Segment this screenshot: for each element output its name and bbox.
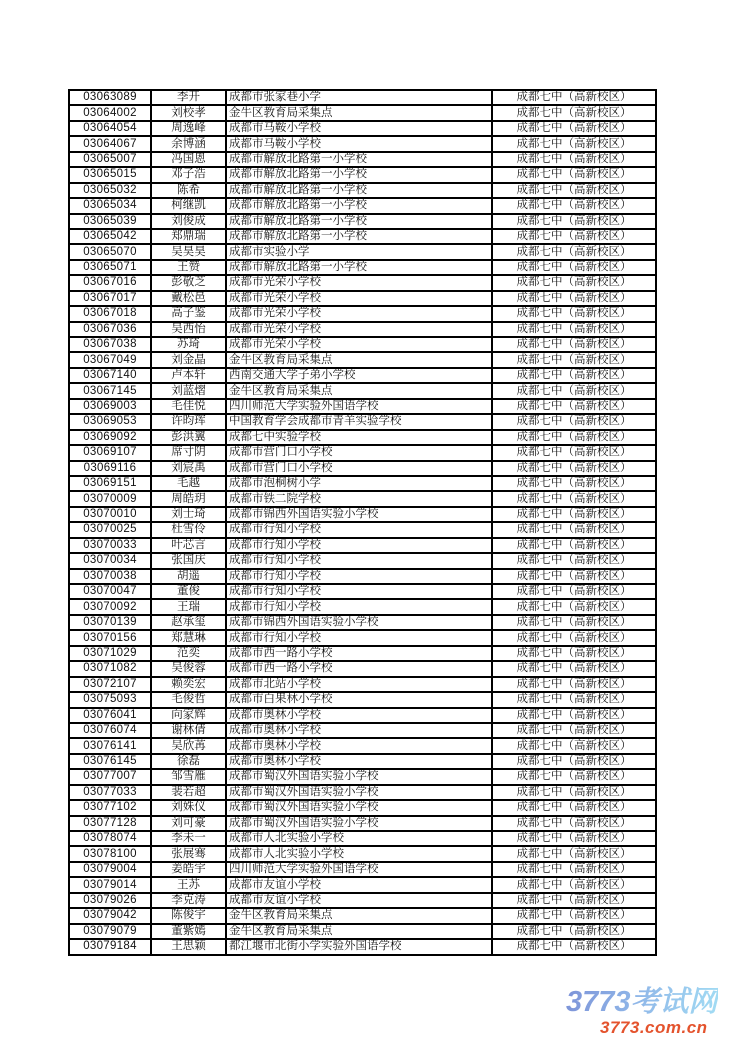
student-name-cell: 裴若超 <box>151 785 226 800</box>
table-row <box>69 476 656 491</box>
table-row <box>69 90 656 105</box>
exam-id-cell: 03070038 <box>69 569 151 584</box>
admitted-school-cell: 成都七中（高新校区） <box>492 553 656 568</box>
exam-id-cell: 03065070 <box>69 244 151 259</box>
admitted-school-cell: 成都七中（高新校区） <box>492 105 656 120</box>
student-name-cell: 郑慧琳 <box>151 630 226 645</box>
admitted-school-cell: 成都七中（高新校区） <box>492 816 656 831</box>
source-school-cell: 四川师范大学实验外国语学校 <box>226 862 492 877</box>
exam-id-cell: 03065007 <box>69 152 151 167</box>
source-school-cell: 都江堰市北街小学实验外国语学校 <box>226 939 492 954</box>
table-row <box>69 553 656 568</box>
table-row <box>69 291 656 306</box>
exam-id-cell: 03079042 <box>69 908 151 923</box>
table-row <box>69 723 656 738</box>
student-name-cell: 高子鉴 <box>151 306 226 321</box>
source-school-cell: 成都市解放北路第一小学校 <box>226 183 492 198</box>
table-row <box>69 831 656 846</box>
watermark-site-name: 3773考试网 <box>566 986 718 1018</box>
source-school-cell: 成都市行知小学校 <box>226 584 492 599</box>
exam-id-cell: 03079004 <box>69 862 151 877</box>
exam-id-cell: 03076141 <box>69 738 151 753</box>
admitted-school-cell: 成都七中（高新校区） <box>492 136 656 151</box>
student-name-cell: 李开 <box>151 90 226 105</box>
exam-id-cell: 03077033 <box>69 785 151 800</box>
student-name-cell: 许昀珲 <box>151 414 226 429</box>
source-school-cell: 成都市友谊小学校 <box>226 893 492 908</box>
source-school-cell: 中国教育学会成都市青羊实验学校 <box>226 414 492 429</box>
student-name-cell: 吴昊昊 <box>151 244 226 259</box>
admitted-school-cell: 成都七中（高新校区） <box>492 599 656 614</box>
admitted-school-cell: 成都七中（高新校区） <box>492 461 656 476</box>
student-name-cell: 刘俊成 <box>151 214 226 229</box>
source-school-cell: 成都市人北实验小学校 <box>226 846 492 861</box>
table-row <box>69 800 656 815</box>
student-name-cell: 谢林倩 <box>151 723 226 738</box>
source-school-cell: 成都市奥林小学校 <box>226 708 492 723</box>
table-row <box>69 785 656 800</box>
student-name-cell: 毛俊哲 <box>151 692 226 707</box>
admitted-school-cell: 成都七中（高新校区） <box>492 244 656 259</box>
admitted-school-cell: 成都七中（高新校区） <box>492 399 656 414</box>
exam-id-cell: 03064067 <box>69 136 151 151</box>
student-name-cell: 毛佳悦 <box>151 399 226 414</box>
table-row <box>69 615 656 630</box>
student-name-cell: 刘士琦 <box>151 507 226 522</box>
exam-id-cell: 03067038 <box>69 337 151 352</box>
student-name-cell: 刘蓝熠 <box>151 383 226 398</box>
admitted-school-cell: 成都七中（高新校区） <box>492 229 656 244</box>
student-name-cell: 刘校孝 <box>151 105 226 120</box>
table-row <box>69 569 656 584</box>
admitted-school-cell: 成都七中（高新校区） <box>492 337 656 352</box>
exam-id-cell: 03067049 <box>69 352 151 367</box>
table-row <box>69 306 656 321</box>
student-name-cell: 姜皓宇 <box>151 862 226 877</box>
source-school-cell: 成都市解放北路第一小学校 <box>226 152 492 167</box>
source-school-cell: 成都市西一路小学校 <box>226 646 492 661</box>
source-school-cell: 成都市光荣小学校 <box>226 322 492 337</box>
student-name-cell: 柯继凯 <box>151 198 226 213</box>
exam-id-cell: 03065039 <box>69 214 151 229</box>
source-school-cell: 金牛区教育局采集点 <box>226 383 492 398</box>
table-row <box>69 368 656 383</box>
admitted-school-cell: 成都七中（高新校区） <box>492 646 656 661</box>
exam-id-cell: 03070156 <box>69 630 151 645</box>
table-row <box>69 692 656 707</box>
table-row <box>69 677 656 692</box>
exam-id-cell: 03070010 <box>69 507 151 522</box>
exam-id-cell: 03065032 <box>69 183 151 198</box>
admitted-school-cell: 成都七中（高新校区） <box>492 615 656 630</box>
source-school-cell: 金牛区教育局采集点 <box>226 352 492 367</box>
source-school-cell: 成都市行知小学校 <box>226 538 492 553</box>
table-row <box>69 244 656 259</box>
source-school-cell: 成都市解放北路第一小学校 <box>226 260 492 275</box>
student-name-cell: 董紫嫣 <box>151 924 226 939</box>
table-row <box>69 383 656 398</box>
source-school-cell: 成都市营门口小学校 <box>226 461 492 476</box>
student-name-cell: 周逸峰 <box>151 121 226 136</box>
source-school-cell: 四川师范大学实验外国语学校 <box>226 399 492 414</box>
student-name-cell: 刘金晶 <box>151 352 226 367</box>
table-row <box>69 430 656 445</box>
exam-id-cell: 03070047 <box>69 584 151 599</box>
source-school-cell: 成都市蜀汉外国语实验小学校 <box>226 769 492 784</box>
student-name-cell: 张展骞 <box>151 846 226 861</box>
source-school-cell: 成都市北站小学校 <box>226 677 492 692</box>
source-school-cell: 成都市光荣小学校 <box>226 306 492 321</box>
admitted-school-cell: 成都七中（高新校区） <box>492 522 656 537</box>
student-name-cell: 邓子浩 <box>151 167 226 182</box>
student-name-cell: 王苏 <box>151 877 226 892</box>
table-row <box>69 352 656 367</box>
exam-id-cell: 03064054 <box>69 121 151 136</box>
table-row <box>69 924 656 939</box>
source-school-cell: 金牛区教育局采集点 <box>226 105 492 120</box>
admitted-school-cell: 成都七中（高新校区） <box>492 738 656 753</box>
student-name-cell: 吴西怡 <box>151 322 226 337</box>
exam-id-cell: 03067140 <box>69 368 151 383</box>
source-school-cell: 成都市铁二院学校 <box>226 491 492 506</box>
exam-id-cell: 03069092 <box>69 430 151 445</box>
source-school-cell: 成都市行知小学校 <box>226 630 492 645</box>
source-school-cell: 成都市友谊小学校 <box>226 877 492 892</box>
table-row <box>69 121 656 136</box>
exam-id-cell: 03079184 <box>69 939 151 954</box>
admitted-school-cell: 成都七中（高新校区） <box>492 198 656 213</box>
exam-id-cell: 03067017 <box>69 291 151 306</box>
student-name-cell: 王思颖 <box>151 939 226 954</box>
admitted-school-cell: 成都七中（高新校区） <box>492 862 656 877</box>
source-school-cell: 成都市锦西外国语实验小学校 <box>226 507 492 522</box>
table-row <box>69 152 656 167</box>
admitted-school-cell: 成都七中（高新校区） <box>492 661 656 676</box>
table-row <box>69 461 656 476</box>
student-name-cell: 叶芯言 <box>151 538 226 553</box>
source-school-cell: 成都市光荣小学校 <box>226 275 492 290</box>
table-row <box>69 507 656 522</box>
source-school-cell: 成都市奥林小学校 <box>226 754 492 769</box>
exam-id-cell: 03064002 <box>69 105 151 120</box>
exam-id-cell: 03079026 <box>69 893 151 908</box>
exam-id-cell: 03076145 <box>69 754 151 769</box>
source-school-cell: 成都市蜀汉外国语实验小学校 <box>226 816 492 831</box>
exam-id-cell: 03076041 <box>69 708 151 723</box>
student-name-cell: 卢本轩 <box>151 368 226 383</box>
exam-id-cell: 03063089 <box>69 90 151 105</box>
exam-id-cell: 03078100 <box>69 846 151 861</box>
admitted-school-cell: 成都七中（高新校区） <box>492 183 656 198</box>
admitted-school-cell: 成都七中（高新校区） <box>492 90 656 105</box>
admitted-school-cell: 成都七中（高新校区） <box>492 569 656 584</box>
table-row <box>69 862 656 877</box>
table-row <box>69 491 656 506</box>
source-school-cell: 成都市行知小学校 <box>226 522 492 537</box>
source-school-cell: 成都市光荣小学校 <box>226 337 492 352</box>
source-school-cell: 成都市蜀汉外国语实验小学校 <box>226 785 492 800</box>
student-name-cell: 冯国恩 <box>151 152 226 167</box>
admitted-school-cell: 成都七中（高新校区） <box>492 430 656 445</box>
exam-id-cell: 03075093 <box>69 692 151 707</box>
table-row <box>69 445 656 460</box>
table-row <box>69 399 656 414</box>
student-name-cell: 徐磊 <box>151 754 226 769</box>
source-school-cell: 成都市行知小学校 <box>226 569 492 584</box>
admission-list-table <box>68 89 657 956</box>
table-row <box>69 584 656 599</box>
exam-id-cell: 03070009 <box>69 491 151 506</box>
source-school-cell: 成都市营门口小学校 <box>226 445 492 460</box>
exam-id-cell: 03067018 <box>69 306 151 321</box>
exam-id-cell: 03071029 <box>69 646 151 661</box>
student-name-cell: 刘可豪 <box>151 816 226 831</box>
table-row <box>69 136 656 151</box>
exam-id-cell: 03065034 <box>69 198 151 213</box>
source-school-cell: 成都市张家巷小学 <box>226 90 492 105</box>
exam-id-cell: 03069116 <box>69 461 151 476</box>
admitted-school-cell: 成都七中（高新校区） <box>492 877 656 892</box>
student-name-cell: 邹雪雁 <box>151 769 226 784</box>
source-school-cell: 金牛区教育局采集点 <box>226 924 492 939</box>
admitted-school-cell: 成都七中（高新校区） <box>492 507 656 522</box>
admitted-school-cell: 成都七中（高新校区） <box>492 769 656 784</box>
source-school-cell: 成都市蜀汉外国语实验小学校 <box>226 800 492 815</box>
student-name-cell: 杜雪伶 <box>151 522 226 537</box>
table-row <box>69 630 656 645</box>
source-school-cell: 成都市解放北路第一小学校 <box>226 214 492 229</box>
table-row <box>69 939 656 954</box>
exam-id-cell: 03069053 <box>69 414 151 429</box>
student-name-cell: 席寸阴 <box>151 445 226 460</box>
exam-id-cell: 03078074 <box>69 831 151 846</box>
exam-id-cell: 03079014 <box>69 877 151 892</box>
source-school-cell: 成都市人北实验小学校 <box>226 831 492 846</box>
exam-id-cell: 03069003 <box>69 399 151 414</box>
exam-id-cell: 03072107 <box>69 677 151 692</box>
admitted-school-cell: 成都七中（高新校区） <box>492 414 656 429</box>
table-row <box>69 646 656 661</box>
exam-id-cell: 03077007 <box>69 769 151 784</box>
table-row <box>69 229 656 244</box>
table-row <box>69 167 656 182</box>
admitted-school-cell: 成都七中（高新校区） <box>492 584 656 599</box>
admitted-school-cell: 成都七中（高新校区） <box>492 893 656 908</box>
admitted-school-cell: 成都七中（高新校区） <box>492 800 656 815</box>
source-school-cell: 成都市实验小学 <box>226 244 492 259</box>
exam-id-cell: 03069107 <box>69 445 151 460</box>
student-name-cell: 苏琦 <box>151 337 226 352</box>
student-name-cell: 董俊 <box>151 584 226 599</box>
admitted-school-cell: 成都七中（高新校区） <box>492 445 656 460</box>
exam-id-cell: 03070033 <box>69 538 151 553</box>
source-school-cell: 成都市行知小学校 <box>226 599 492 614</box>
student-name-cell: 李克涛 <box>151 893 226 908</box>
student-name-cell: 彭洪翼 <box>151 430 226 445</box>
table-row <box>69 754 656 769</box>
table-row <box>69 599 656 614</box>
table-row <box>69 769 656 784</box>
admitted-school-cell: 成都七中（高新校区） <box>492 754 656 769</box>
table-row <box>69 661 656 676</box>
student-name-cell: 王瑞 <box>151 599 226 614</box>
student-name-cell: 张国庆 <box>151 553 226 568</box>
student-name-cell: 赖奕宏 <box>151 677 226 692</box>
source-school-cell: 成都市光荣小学校 <box>226 291 492 306</box>
source-school-cell: 金牛区教育局采集点 <box>226 908 492 923</box>
source-school-cell: 成都市白果林小学校 <box>226 692 492 707</box>
admitted-school-cell: 成都七中（高新校区） <box>492 924 656 939</box>
student-name-cell: 李未一 <box>151 831 226 846</box>
student-name-cell: 王赞 <box>151 260 226 275</box>
admitted-school-cell: 成都七中（高新校区） <box>492 677 656 692</box>
student-name-cell: 赵承玺 <box>151 615 226 630</box>
student-name-cell: 吴欣苒 <box>151 738 226 753</box>
student-name-cell: 周皓玥 <box>151 491 226 506</box>
table-row <box>69 322 656 337</box>
exam-id-cell: 03071082 <box>69 661 151 676</box>
exam-id-cell: 03076074 <box>69 723 151 738</box>
table-row <box>69 183 656 198</box>
admitted-school-cell: 成都七中（高新校区） <box>492 723 656 738</box>
table-row <box>69 337 656 352</box>
table-row <box>69 893 656 908</box>
table-row <box>69 260 656 275</box>
source-school-cell: 成都市锦西外国语实验小学校 <box>226 615 492 630</box>
source-school-cell: 成都市马鞍小学校 <box>226 121 492 136</box>
source-school-cell: 成都七中实验学校 <box>226 430 492 445</box>
exam-id-cell: 03067036 <box>69 322 151 337</box>
admitted-school-cell: 成都七中（高新校区） <box>492 368 656 383</box>
admitted-school-cell: 成都七中（高新校区） <box>492 275 656 290</box>
exam-id-cell: 03069151 <box>69 476 151 491</box>
admitted-school-cell: 成都七中（高新校区） <box>492 121 656 136</box>
student-name-cell: 彭敬芝 <box>151 275 226 290</box>
table-row <box>69 846 656 861</box>
table-row <box>69 214 656 229</box>
student-name-cell: 胡遥 <box>151 569 226 584</box>
table-row <box>69 908 656 923</box>
admitted-school-cell: 成都七中（高新校区） <box>492 167 656 182</box>
source-school-cell: 西南交通大学子弟小学校 <box>226 368 492 383</box>
student-name-cell: 戴松邑 <box>151 291 226 306</box>
exam-id-cell: 03079079 <box>69 924 151 939</box>
exam-id-cell: 03070034 <box>69 553 151 568</box>
watermark-site-url: 3773.com.cn <box>600 1018 708 1037</box>
admitted-school-cell: 成都七中（高新校区） <box>492 908 656 923</box>
admitted-school-cell: 成都七中（高新校区） <box>492 352 656 367</box>
exam-id-cell: 03065071 <box>69 260 151 275</box>
admitted-school-cell: 成都七中（高新校区） <box>492 291 656 306</box>
exam-id-cell: 03067145 <box>69 383 151 398</box>
admission-table-body <box>69 90 656 955</box>
source-school-cell: 成都市解放北路第一小学校 <box>226 229 492 244</box>
source-school-cell: 成都市泡桐树小学 <box>226 476 492 491</box>
table-row <box>69 105 656 120</box>
admitted-school-cell: 成都七中（高新校区） <box>492 708 656 723</box>
table-row <box>69 538 656 553</box>
admitted-school-cell: 成都七中（高新校区） <box>492 785 656 800</box>
student-name-cell: 范奕 <box>151 646 226 661</box>
table-row <box>69 816 656 831</box>
admitted-school-cell: 成都七中（高新校区） <box>492 630 656 645</box>
admitted-school-cell: 成都七中（高新校区） <box>492 306 656 321</box>
exam-id-cell: 03065015 <box>69 167 151 182</box>
table-row <box>69 877 656 892</box>
student-name-cell: 余博涵 <box>151 136 226 151</box>
student-name-cell: 毛越 <box>151 476 226 491</box>
admitted-school-cell: 成都七中（高新校区） <box>492 846 656 861</box>
source-school-cell: 成都市解放北路第一小学校 <box>226 167 492 182</box>
source-school-cell: 成都市行知小学校 <box>226 553 492 568</box>
student-name-cell: 吴俊蓉 <box>151 661 226 676</box>
exam-id-cell: 03065042 <box>69 229 151 244</box>
student-name-cell: 刘姝仪 <box>151 800 226 815</box>
exam-id-cell: 03070139 <box>69 615 151 630</box>
source-school-cell: 成都市解放北路第一小学校 <box>226 198 492 213</box>
student-name-cell: 向家辉 <box>151 708 226 723</box>
table-row <box>69 198 656 213</box>
admitted-school-cell: 成都七中（高新校区） <box>492 831 656 846</box>
student-name-cell: 郑鼎瑞 <box>151 229 226 244</box>
admitted-school-cell: 成都七中（高新校区） <box>492 939 656 954</box>
exam-id-cell: 03067016 <box>69 275 151 290</box>
admitted-school-cell: 成都七中（高新校区） <box>492 692 656 707</box>
exam-id-cell: 03077128 <box>69 816 151 831</box>
table-row <box>69 414 656 429</box>
admitted-school-cell: 成都七中（高新校区） <box>492 322 656 337</box>
admitted-school-cell: 成都七中（高新校区） <box>492 383 656 398</box>
table-row <box>69 708 656 723</box>
student-name-cell: 刘宸禹 <box>151 461 226 476</box>
admitted-school-cell: 成都七中（高新校区） <box>492 491 656 506</box>
admitted-school-cell: 成都七中（高新校区） <box>492 476 656 491</box>
source-school-cell: 成都市奥林小学校 <box>226 738 492 753</box>
admitted-school-cell: 成都七中（高新校区） <box>492 538 656 553</box>
table-row <box>69 522 656 537</box>
exam-id-cell: 03070025 <box>69 522 151 537</box>
exam-id-cell: 03077102 <box>69 800 151 815</box>
admitted-school-cell: 成都七中（高新校区） <box>492 214 656 229</box>
admitted-school-cell: 成都七中（高新校区） <box>492 152 656 167</box>
exam-id-cell: 03070092 <box>69 599 151 614</box>
source-school-cell: 成都市马鞍小学校 <box>226 136 492 151</box>
admitted-school-cell: 成都七中（高新校区） <box>492 260 656 275</box>
source-school-cell: 成都市奥林小学校 <box>226 723 492 738</box>
source-school-cell: 成都市西一路小学校 <box>226 661 492 676</box>
student-name-cell: 陈希 <box>151 183 226 198</box>
student-name-cell: 陈俊宇 <box>151 908 226 923</box>
table-row <box>69 738 656 753</box>
table-row <box>69 275 656 290</box>
